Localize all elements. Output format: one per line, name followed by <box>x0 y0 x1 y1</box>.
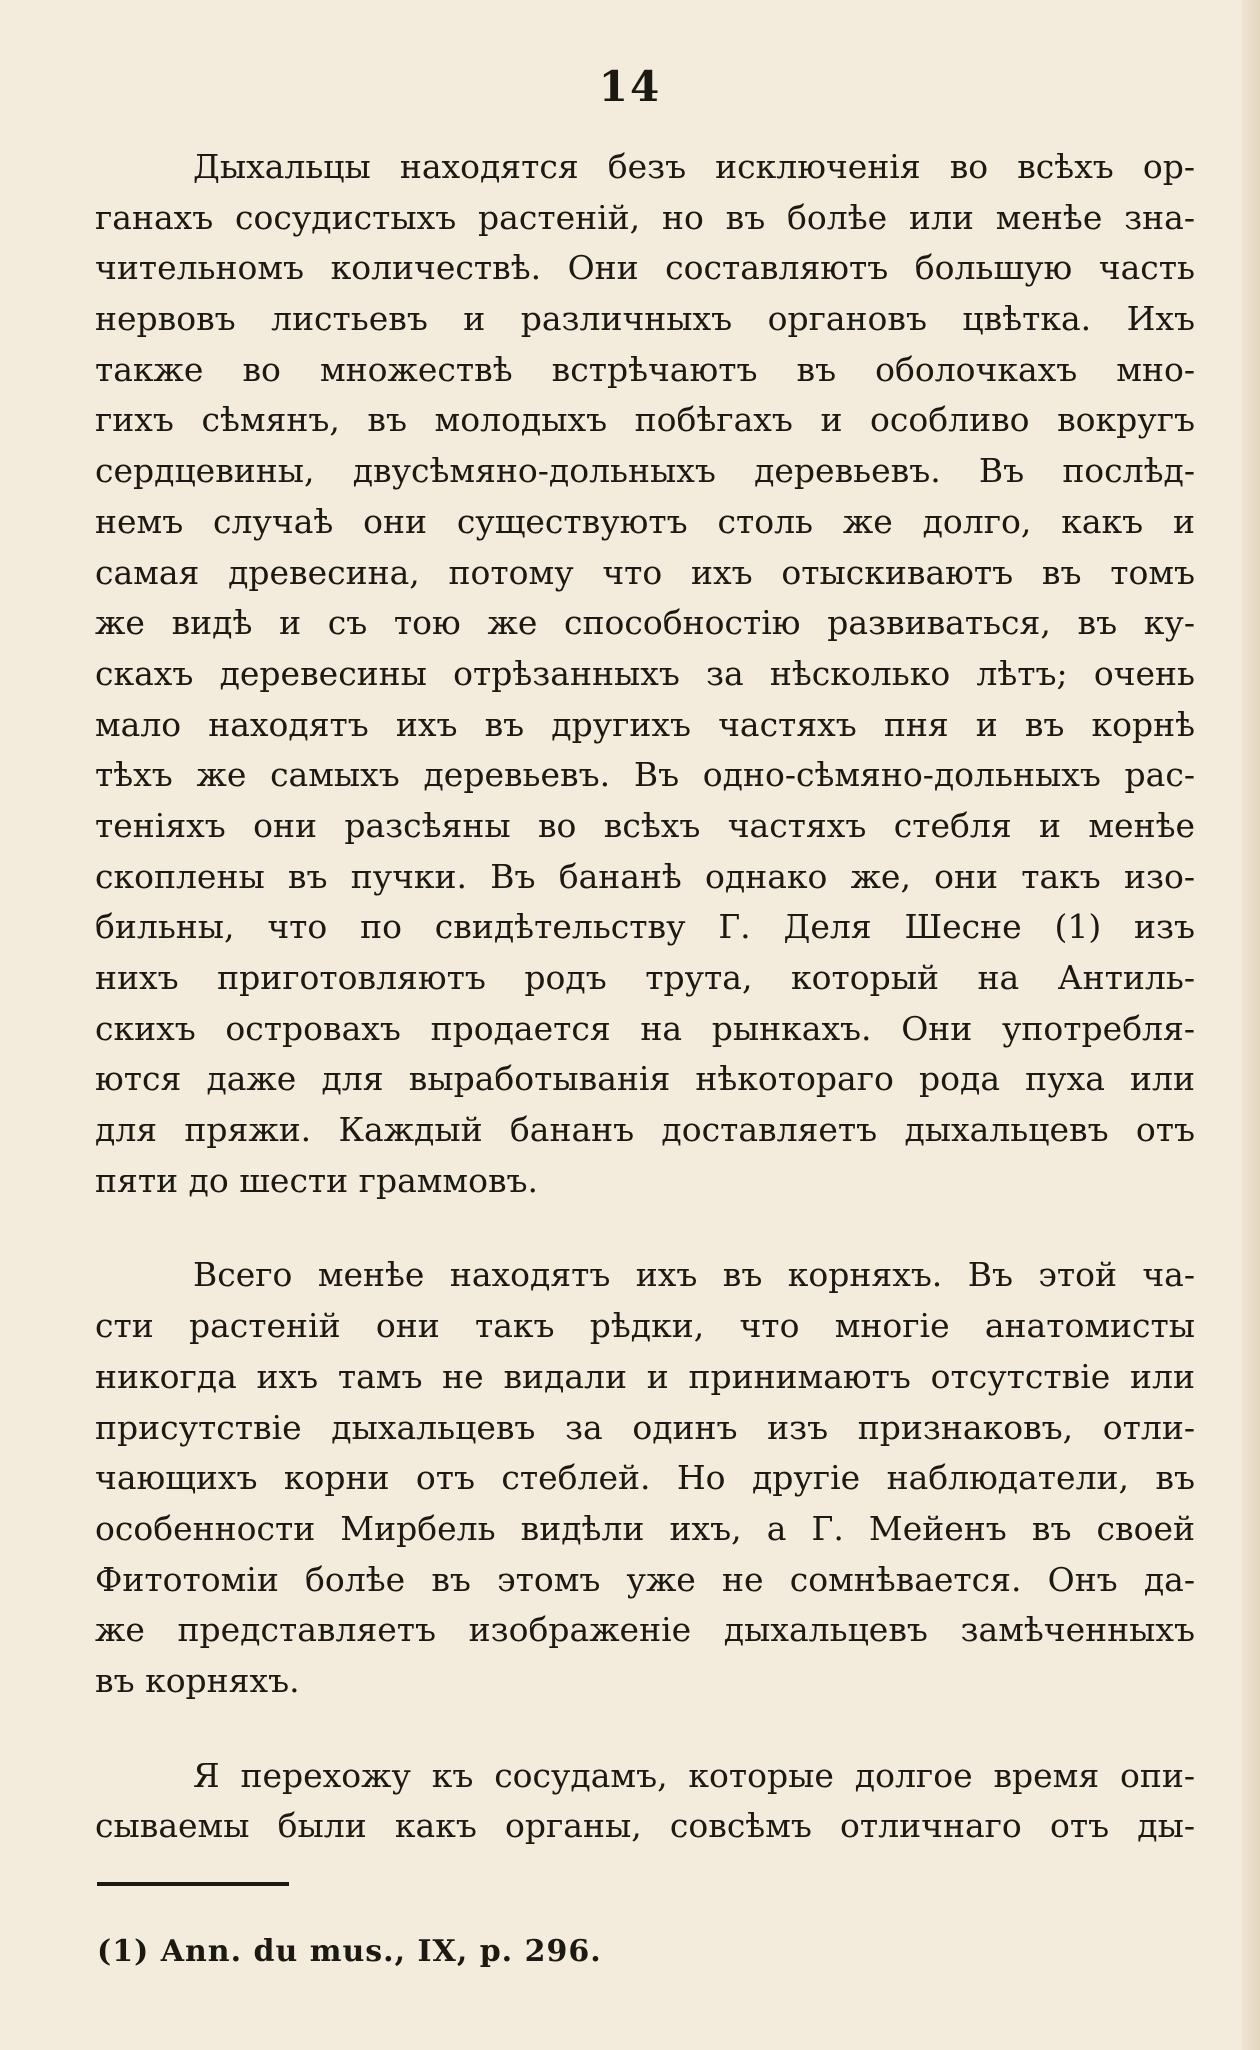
text-line: скоплены въ пучки. Въ бананѣ однако же, они такъ изо- <box>95 856 1195 896</box>
body-text <box>95 142 1195 1896</box>
page-edge-shadow <box>1242 0 1260 2050</box>
paragraph-stomata-distribution <box>95 142 1195 1206</box>
text-line: скахъ деревесины отрѣзанныхъ за нѣсколько лѣтъ; очень <box>95 653 1195 693</box>
text-line: же видѣ и съ тою же способностію развиваться, въ ку- <box>95 603 1195 643</box>
text-line: гихъ сѣмянъ, въ молодыхъ побѣгахъ и особливо вокругъ <box>95 400 1195 440</box>
footnote-separator-rule <box>97 1882 289 1886</box>
text-line: теніяхъ они разсѣяны во всѣхъ частяхъ стебля и менѣе <box>95 805 1195 845</box>
text-line: также во множествѣ встрѣчаютъ въ оболочкахъ мно- <box>95 349 1195 389</box>
text-line: сердцевины, двусѣмяно-дольныхъ деревьевъ. Въ послѣд- <box>95 451 1195 491</box>
text-line: мало находятъ ихъ въ другихъ частяхъ пня и въ корнѣ <box>95 704 1195 744</box>
text-line: ганахъ сосудистыхъ растеній, но въ болѣе или менѣе зна- <box>95 197 1195 237</box>
text-line: въ корняхъ. <box>95 1660 300 1700</box>
page-number: 14 <box>598 62 662 111</box>
text-line: Я перехожу къ сосудамъ, которые долгое время опи- <box>193 1755 1195 1795</box>
text-line: скихъ островахъ продается на рынкахъ. Они употребля- <box>95 1008 1195 1048</box>
text-line: особенности Мирбель видѣли ихъ, а Г. Мейенъ въ своей <box>95 1508 1195 1548</box>
text-line: тѣхъ же самыхъ деревьевъ. Въ одно-сѣмяно-дольныхъ рас- <box>95 755 1195 795</box>
text-line: самая древесина, потому что ихъ отыскиваютъ въ томъ <box>95 552 1195 592</box>
text-line: Дыхальцы находятся безъ исключенія во всѣхъ ор- <box>193 147 1195 186</box>
text-line: бильны, что по свидѣтельству Г. Деля Шесне (1) изъ <box>95 907 1195 947</box>
text-line: сти растеній они такъ рѣдки, что многіе анатомисты <box>95 1306 1195 1346</box>
text-line: для пряжи. Каждый бананъ доставляетъ дыхальцевъ отъ <box>95 1110 1195 1150</box>
paragraph-vessels <box>95 1751 1195 1852</box>
text-line: нервовъ листьевъ и различныхъ органовъ цвѣтка. Ихъ <box>95 299 1195 339</box>
text-line: нихъ приготовляютъ родъ трута, который на Антиль- <box>95 958 1195 997</box>
text-line: Всего менѣе находятъ ихъ въ корняхъ. Въ этой ча- <box>193 1255 1195 1295</box>
text-line: никогда ихъ тамъ не видали и принимаютъ отсутствіе или <box>95 1356 1195 1396</box>
text-line: чительномъ количествѣ. Они составляютъ большую часть <box>95 248 1195 288</box>
footnote: (1) Ann. du mus., IX, p. 296. <box>97 1934 602 1969</box>
text-line: немъ случаѣ они существуютъ столь же долго, какъ и <box>95 501 1195 541</box>
paragraph-roots <box>95 1250 1195 1706</box>
text-line: ются даже для выработыванія нѣкотораго рода пуха или <box>95 1059 1195 1099</box>
text-line: пяти до шести граммовъ. <box>95 1160 539 1200</box>
text-line: чающихъ корни отъ стеблей. Но другіе наблюдатели, въ <box>95 1458 1195 1498</box>
text-line: Фитотоміи болѣе въ этомъ уже не сомнѣвается. Онъ да- <box>95 1559 1195 1599</box>
text-line: присутствіе дыхальцевъ за одинъ изъ признаковъ, отли- <box>95 1407 1195 1447</box>
text-line: же представляетъ изображеніе дыхальцевъ замѣченныхъ <box>95 1610 1195 1650</box>
text-line: сываемы были какъ органы, совсѣмъ отличнаго отъ ды- <box>95 1806 1195 1846</box>
